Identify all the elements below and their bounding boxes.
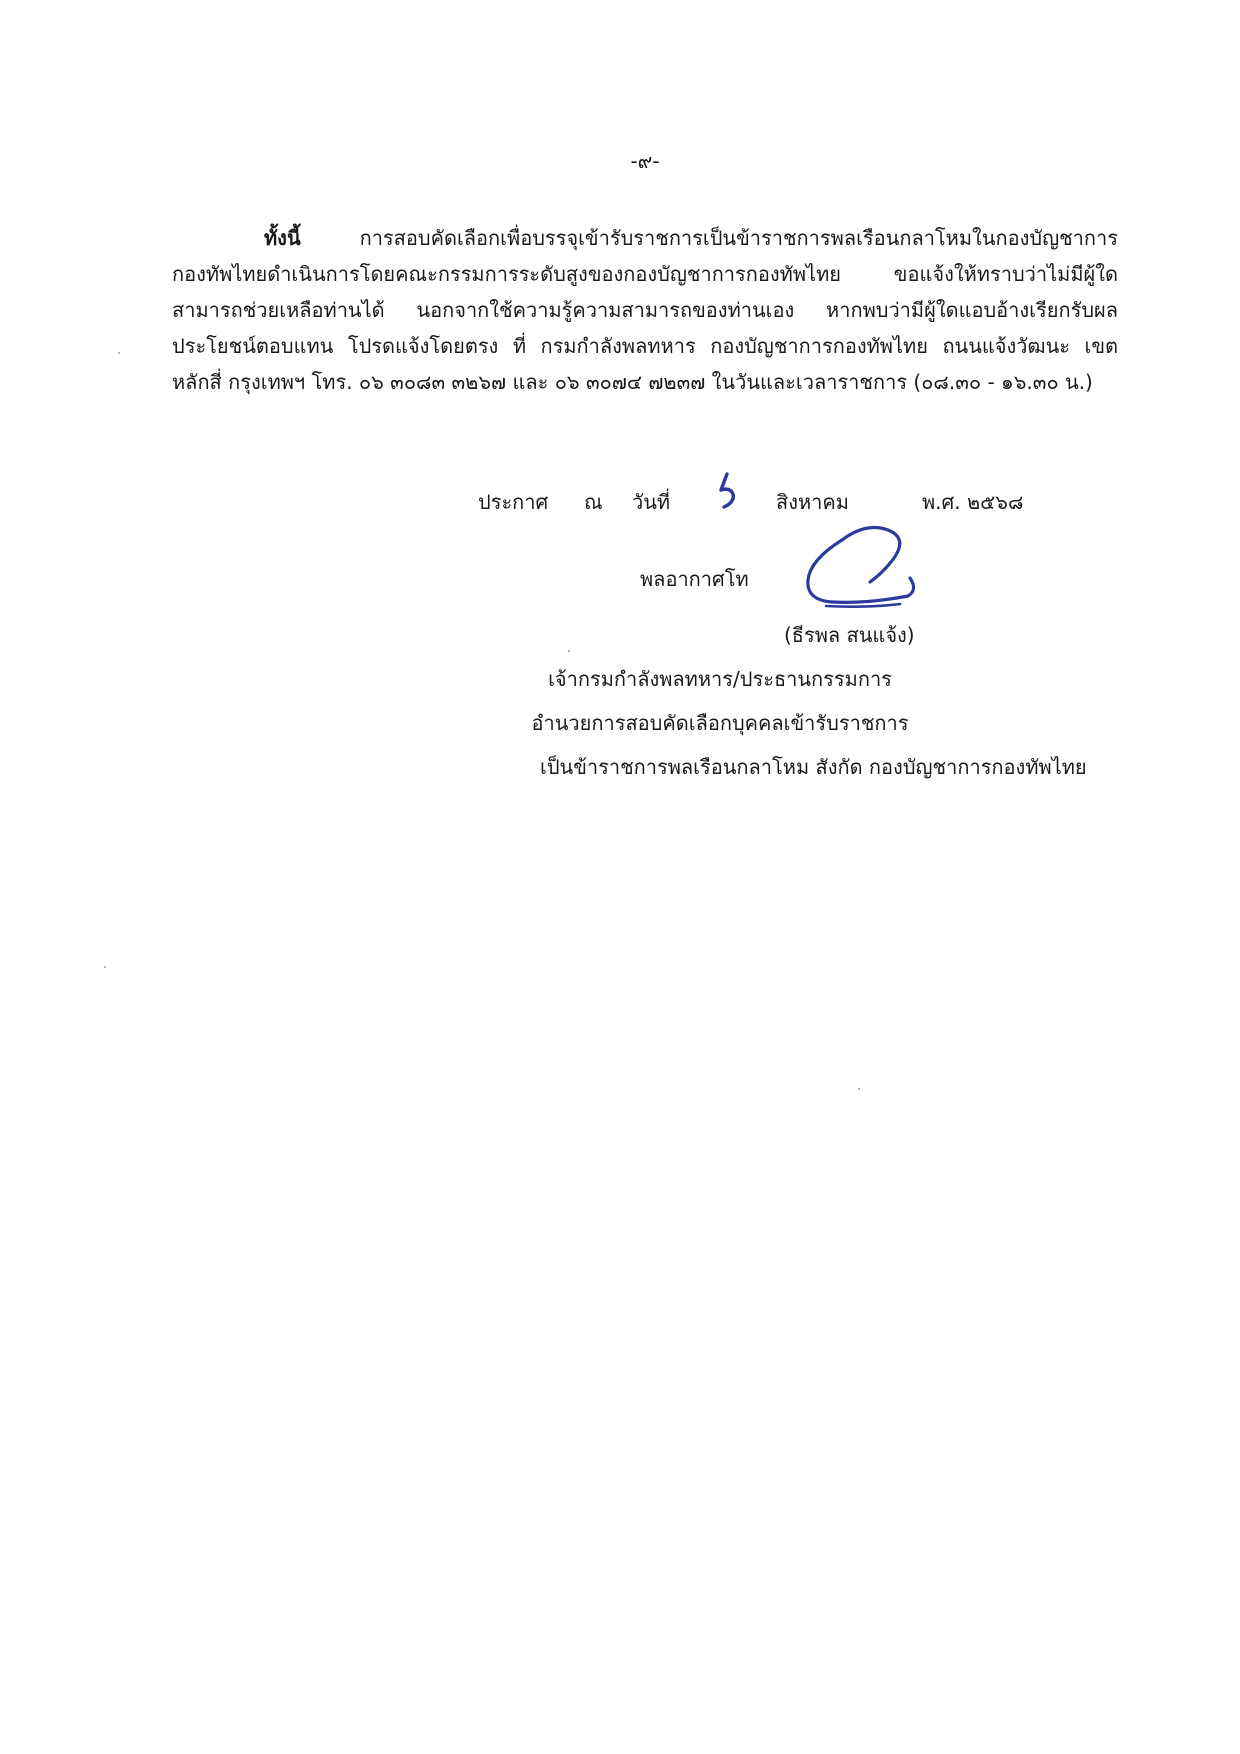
- announcement-date-line: [0, 486, 1240, 518]
- scan-speck: [858, 1088, 860, 1090]
- year-label: พ.ศ. ๒๕๖๘: [922, 490, 1024, 514]
- announced-label: ประกาศ: [478, 490, 549, 514]
- at-label: ณ: [584, 490, 603, 514]
- month-label: สิงหาคม: [776, 490, 849, 514]
- page-number: -๙-: [630, 149, 660, 173]
- scan-speck: [568, 650, 570, 652]
- scan-speck: [118, 352, 120, 354]
- paragraph-lead: ทั้งนี้: [264, 226, 301, 250]
- signature-mark: [796, 522, 920, 612]
- scan-speck: [104, 966, 106, 968]
- handwritten-day-mark: [712, 470, 746, 516]
- body-paragraph: [172, 220, 1118, 400]
- signer-position-line-2: อำนวยการสอบคัดเลือกบุคคลเข้ารับราชการ: [531, 711, 909, 735]
- signer-rank: พลอากาศโท: [640, 567, 749, 591]
- signer-position-line-1: เจ้ากรมกำลังพลทหาร/ประธานกรรมการ: [548, 667, 892, 691]
- day-label: วันที่: [632, 490, 671, 514]
- paragraph-text: การสอบคัดเลือกเพื่อบรรจุเข้ารับราชการเป็นข้าราชการพลเรือนกลาโหมในกองบัญชาการกองทัพไทยดำเนินการโดยคณะกรรมการระดับสูงของกองบัญชาการกองทัพไทย ขอแจ้งให้ทราบว่าไม่มีผู้ใดสามารถช่วยเหลือท่านได้ นอกจากใช้ความรู้ความสามารถของท่านเอง หากพบว่ามีผู้ใดแอบอ้างเรียกรับผลประโยชน์ตอบแทน โปรดแจ้งโดยตรง ที่ กรมกำลังพลทหาร กองบัญชาการกองทัพไทย ถนนแจ้งวัฒนะ เขตหลักสี่ กรุงเทพฯ โทร. ๐๖ ๓๐๘๓ ๓๒๖๗ และ ๐๖ ๓๐๗๔ ๗๒๓๗ ในวันและเวลาราชการ (๐๘.๓๐ - ๑๖.๓๐ น.): [172, 226, 1118, 394]
- signer-position-line-3: เป็นข้าราชการพลเรือนกลาโหม สังกัด กองบัญชาการกองทัพไทย: [540, 755, 1087, 779]
- signer-name: (ธีรพล สนแจ้ง): [784, 623, 915, 647]
